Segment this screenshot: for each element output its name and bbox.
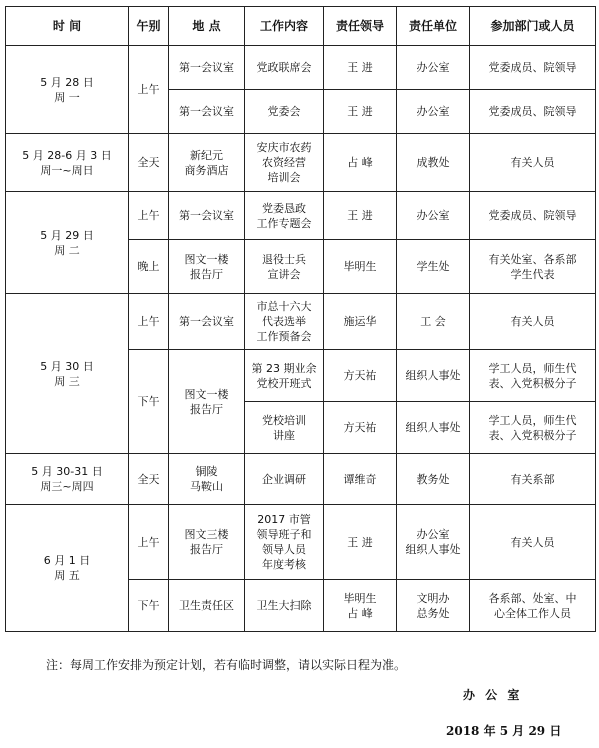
participants-cell: 党委成员、院领导 — [470, 46, 596, 90]
period-cell: 下午 — [129, 350, 169, 454]
leader-cell: 王 进 — [324, 505, 397, 580]
date-cell: 5 月 28-6 月 3 日 周一~周日 — [6, 134, 129, 192]
leader-cell: 毕明生 — [324, 240, 397, 294]
content-cell: 第 23 期业余 党校开班式 — [245, 350, 324, 402]
participants-cell: 有关处室、各系部 学生代表 — [470, 240, 596, 294]
table-row — [6, 505, 596, 580]
location-cell: 卫生责任区 — [169, 580, 245, 632]
leader-cell: 方天祐 — [324, 350, 397, 402]
date-cell: 5 月 28 日 周 一 — [6, 46, 129, 134]
participants-cell: 学工人员，师生代 表、入党积极分子 — [470, 350, 596, 402]
leader-cell: 占 峰 — [324, 134, 397, 192]
content-cell: 党委恳政 工作专题会 — [245, 192, 324, 240]
period-cell: 上午 — [129, 46, 169, 134]
unit-cell: 学生处 — [397, 240, 470, 294]
content-cell: 企业调研 — [245, 454, 324, 505]
period-cell: 上午 — [129, 192, 169, 240]
table-row — [6, 134, 596, 192]
period-cell: 上午 — [129, 505, 169, 580]
location-cell: 第一会议室 — [169, 192, 245, 240]
table-row — [6, 192, 596, 240]
unit-cell: 组织人事处 — [397, 402, 470, 454]
header-row — [6, 7, 596, 46]
period-cell: 晚上 — [129, 240, 169, 294]
leader-cell: 王 进 — [324, 90, 397, 134]
header-unit: 责任单位 — [397, 7, 470, 46]
participants-cell: 党委成员、院领导 — [470, 192, 596, 240]
date-cell: 5 月 29 日 周 二 — [6, 192, 129, 294]
location-cell: 第一会议室 — [169, 90, 245, 134]
participants-cell: 各系部、处室、中 心全体工作人员 — [470, 580, 596, 632]
leader-cell: 方天祐 — [324, 402, 397, 454]
period-cell: 下午 — [129, 580, 169, 632]
participants-cell: 有关系部 — [470, 454, 596, 505]
leader-cell: 谭维奇 — [324, 454, 397, 505]
header-leader: 责任领导 — [324, 7, 397, 46]
table-row — [6, 46, 596, 90]
content-cell: 党校培训 讲座 — [245, 402, 324, 454]
location-cell: 第一会议室 — [169, 46, 245, 90]
leader-cell: 毕明生 占 峰 — [324, 580, 397, 632]
schedule-table — [5, 6, 596, 632]
unit-cell: 办公室 — [397, 192, 470, 240]
participants-cell: 有关人员 — [470, 505, 596, 580]
unit-cell: 教务处 — [397, 454, 470, 505]
content-cell: 市总十六大 代表选举 工作预备会 — [245, 294, 324, 350]
content-cell: 退役士兵 宣讲会 — [245, 240, 324, 294]
unit-cell: 办公室 — [397, 90, 470, 134]
unit-cell: 办公室 — [397, 46, 470, 90]
location-cell: 铜陵 马鞍山 — [169, 454, 245, 505]
location-cell: 第一会议室 — [169, 294, 245, 350]
unit-cell: 工 会 — [397, 294, 470, 350]
unit-cell: 组织人事处 — [397, 350, 470, 402]
location-cell: 图文一楼 报告厅 — [169, 350, 245, 454]
participants-cell: 有关人员 — [470, 134, 596, 192]
content-cell: 党委会 — [245, 90, 324, 134]
location-cell: 图文三楼 报告厅 — [169, 505, 245, 580]
header-content: 工作内容 — [245, 7, 324, 46]
issuer-signature: 办 公 室 — [463, 688, 523, 702]
participants-cell: 有关人员 — [470, 294, 596, 350]
date-cell: 5 月 30-31 日 周三~周四 — [6, 454, 129, 505]
unit-cell: 文明办 总务处 — [397, 580, 470, 632]
content-cell: 2017 市管 领导班子和 领导人员 年度考核 — [245, 505, 324, 580]
period-cell: 全天 — [129, 454, 169, 505]
header-period: 午别 — [129, 7, 169, 46]
content-cell: 卫生大扫除 — [245, 580, 324, 632]
leader-cell: 王 进 — [324, 46, 397, 90]
date-cell: 6 月 1 日 周 五 — [6, 505, 129, 632]
header-participants: 参加部门或人员 — [470, 7, 596, 46]
leader-cell: 王 进 — [324, 192, 397, 240]
header-time: 时 间 — [6, 7, 129, 46]
unit-cell: 办公室 组织人事处 — [397, 505, 470, 580]
period-cell: 全天 — [129, 134, 169, 192]
table-row — [6, 454, 596, 505]
header-location: 地 点 — [169, 7, 245, 46]
schedule-note: 注：每周工作安排为预定计划，若有临时调整，请以实际日程为准。 — [46, 658, 407, 672]
participants-cell: 党委成员、院领导 — [470, 90, 596, 134]
issue-date: 2018 年 5 月 29 日 — [446, 724, 562, 738]
date-cell: 5 月 30 日 周 三 — [6, 294, 129, 454]
content-cell: 安庆市农药 农资经营 培训会 — [245, 134, 324, 192]
unit-cell: 成教处 — [397, 134, 470, 192]
content-cell: 党政联席会 — [245, 46, 324, 90]
participants-cell: 学工人员，师生代 表、入党积极分子 — [470, 402, 596, 454]
table-row — [6, 294, 596, 350]
location-cell: 图文一楼 报告厅 — [169, 240, 245, 294]
period-cell: 上午 — [129, 294, 169, 350]
location-cell: 新纪元 商务酒店 — [169, 134, 245, 192]
leader-cell: 施运华 — [324, 294, 397, 350]
